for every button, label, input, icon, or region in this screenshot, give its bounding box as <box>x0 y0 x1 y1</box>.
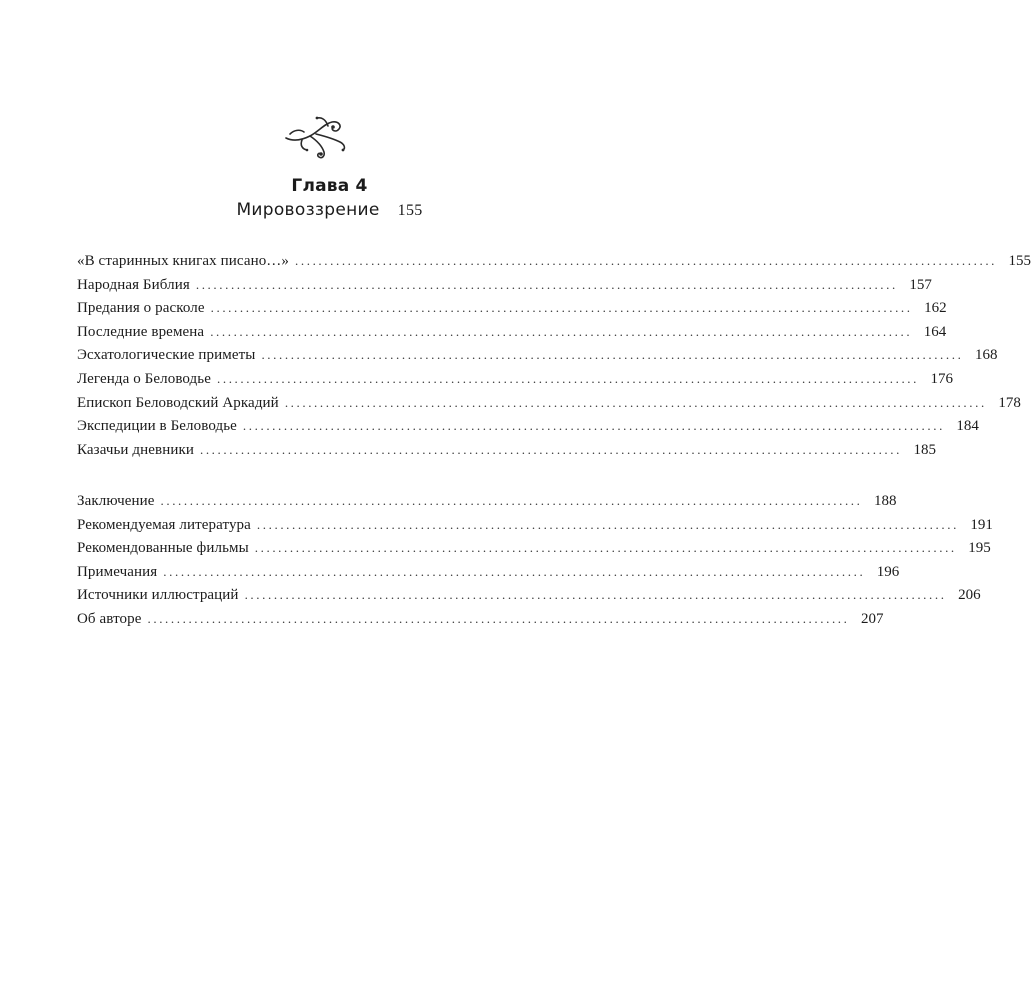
toc-dot-leader: ........................................................................................................................ <box>147 610 850 626</box>
toc-entry-title: Эсхатологические приметы <box>77 347 256 364</box>
toc-entry-page: 188 <box>874 493 897 509</box>
toc-dot-leader: ........................................................................................................................ <box>284 394 987 410</box>
toc-entry-title: Легенда о Беловодье <box>77 370 211 387</box>
toc-dot-leader: ........................................................................................................................ <box>160 493 863 508</box>
toc-entry[interactable] <box>77 489 897 513</box>
toc-entry[interactable] <box>77 273 932 297</box>
toc-entry-page: 185 <box>913 441 936 458</box>
toc-entry-title: Последние времена <box>77 323 205 340</box>
toc-entry-page: 162 <box>924 300 947 317</box>
toc-dot-leader: ........................................................................................................................ <box>217 370 919 386</box>
toc-entry-page: 195 <box>968 540 991 557</box>
toc-entry[interactable] <box>77 583 981 607</box>
chapter-page-number: 155 <box>397 202 423 219</box>
toc-entry-page: 155 <box>1008 253 1031 269</box>
toc-entry-title: Рекомендованные фильмы <box>77 540 249 557</box>
toc-entry[interactable] <box>77 249 1031 273</box>
toc-dot-leader: ........................................................................................................................ <box>163 563 866 579</box>
toc-dot-leader: ........................................................................................................................ <box>195 276 898 292</box>
toc-entry[interactable] <box>77 343 998 367</box>
toc-dot-leader: ........................................................................................................................ <box>261 347 964 363</box>
toc-entry-title: Заключение <box>77 493 155 509</box>
toc-entry-page: 157 <box>909 276 932 293</box>
toc-entry-title: Об авторе <box>77 610 142 627</box>
toc-entry[interactable] <box>77 607 884 631</box>
toc-entry[interactable] <box>77 438 936 462</box>
toc-dot-leader: ........................................................................................................................ <box>295 253 998 268</box>
toc-entry-title: Предания о расколе <box>77 300 205 317</box>
toc-dot-leader: ........................................................................................................................ <box>256 516 959 532</box>
toc-entry[interactable] <box>77 391 1021 415</box>
toc-entry-title: Казачьи дневники <box>77 441 194 458</box>
toc-entry-title: Источники иллюстраций <box>77 587 239 604</box>
toc-entry-page: 206 <box>958 587 981 604</box>
toc-main-list <box>77 249 1031 461</box>
toc-dot-leader: ........................................................................................................................ <box>254 540 957 556</box>
toc-entry-page: 196 <box>876 563 900 580</box>
toc-entry-page: 207 <box>861 610 884 627</box>
toc-entry[interactable] <box>77 560 900 584</box>
toc-entry[interactable] <box>77 296 947 320</box>
toc-entry[interactable] <box>77 414 979 438</box>
toc-dot-leader: ........................................................................................................................ <box>210 323 913 339</box>
toc-dot-leader: ........................................................................................................................ <box>199 441 902 457</box>
toc-entry-page: 184 <box>956 418 979 435</box>
toc-entry-title: Епископ Беловодский Аркадий <box>77 394 279 411</box>
toc-dot-leader: ........................................................................................................................ <box>244 587 947 603</box>
toc-dot-leader: ........................................................................................................................ <box>210 300 913 316</box>
toc-entry-title: «В старинных книгах писано…» <box>77 253 290 269</box>
toc-entry-title: Народная Библия <box>77 276 190 293</box>
toc-entry-page: 164 <box>923 323 947 340</box>
toc-entry[interactable] <box>77 513 993 537</box>
toc-entry-page: 168 <box>974 347 998 364</box>
toc-back-matter-list <box>77 489 993 631</box>
chapter-title: Мировоззрение <box>236 200 380 220</box>
chapter-title-line <box>0 200 659 220</box>
toc-entry-page: 191 <box>970 516 993 533</box>
toc-entry[interactable] <box>77 536 991 560</box>
toc-entry[interactable] <box>77 367 953 391</box>
toc-entry-page: 176 <box>930 370 953 387</box>
toc-entry-title: Рекомендуемая литература <box>77 516 251 533</box>
toc-entry[interactable] <box>77 320 947 344</box>
toc-dot-leader: ........................................................................................................................ <box>242 418 945 434</box>
chapter-label: Глава 4 <box>291 176 368 196</box>
toc-entry-title: Экспедиции в Беловодье <box>77 418 237 435</box>
toc-entry-page: 178 <box>998 394 1021 411</box>
flourish-ornament-icon <box>280 112 350 162</box>
toc-entry-title: Примечания <box>77 563 158 580</box>
